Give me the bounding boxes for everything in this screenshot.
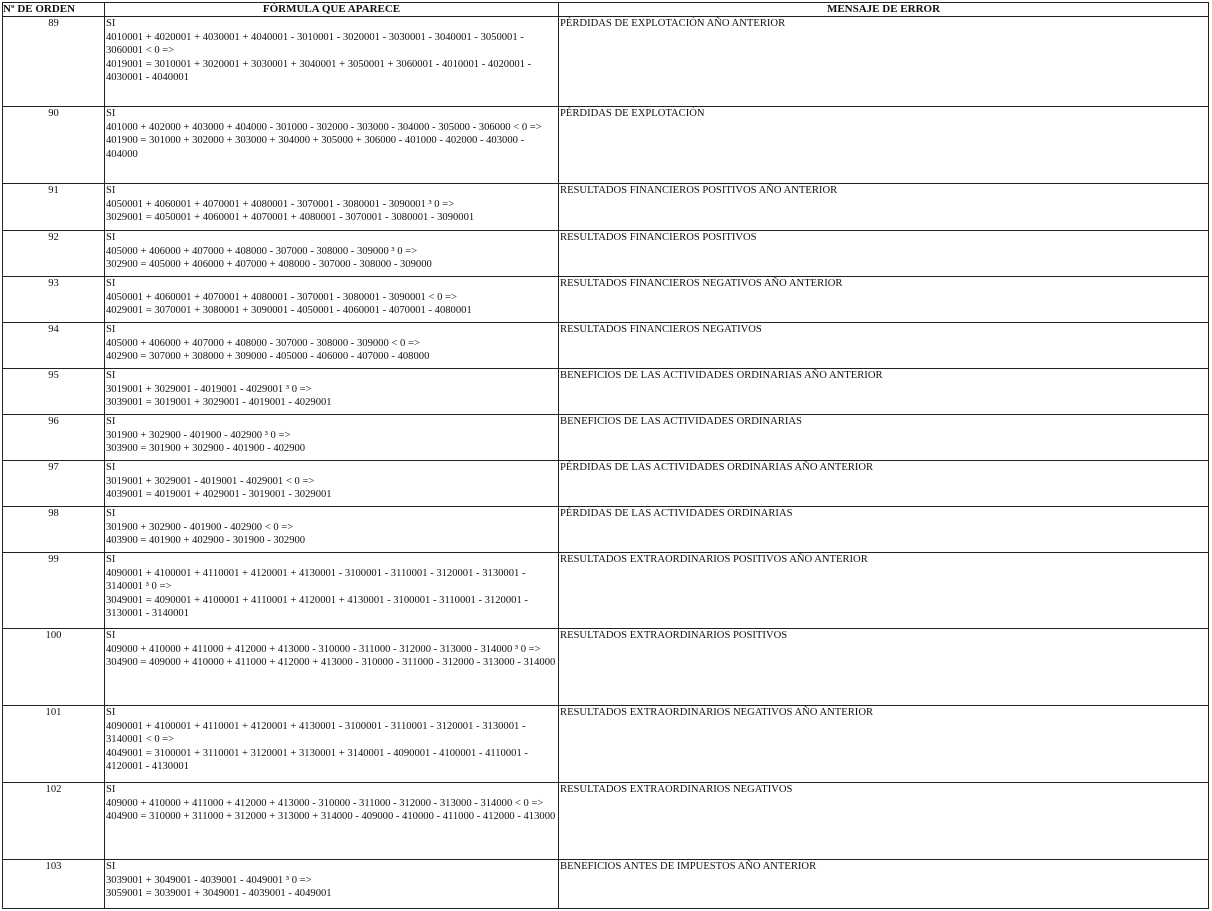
order-number-cell: 90 <box>3 107 105 184</box>
formula-cell <box>105 783 559 860</box>
formula-cell <box>105 184 559 231</box>
table-row <box>3 629 1209 706</box>
table-row <box>3 860 1209 909</box>
condition-keyword: SI <box>106 554 116 565</box>
condition-keyword: SI <box>106 707 116 718</box>
formula-cell <box>105 107 559 184</box>
condition-keyword: SI <box>106 185 116 196</box>
condition-keyword: SI <box>106 416 116 427</box>
condition-keyword: SI <box>106 18 116 29</box>
formula-assignment: 4039001 = 4019001 + 4029001 - 3019001 - 3029001 <box>106 489 332 501</box>
condition-keyword: SI <box>106 232 116 243</box>
formula-cell <box>105 860 559 909</box>
formula-condition: 3039001 + 3049001 - 4039001 - 4049001 ³ 0 => <box>106 874 312 886</box>
table-row <box>3 184 1209 231</box>
error-message-cell: RESULTADOS FINANCIEROS NEGATIVOS AÑO ANTERIOR <box>559 277 1209 323</box>
header-row <box>3 3 1209 17</box>
formula-condition: 301900 + 302900 - 401900 - 402900 < 0 => <box>106 521 294 533</box>
formula-assignment: 3059001 = 3039001 + 3049001 - 4039001 - 4049001 <box>106 888 332 900</box>
error-message-cell: RESULTADOS FINANCIEROS NEGATIVOS <box>559 323 1209 369</box>
table-body <box>3 17 1209 909</box>
formula-assignment: 4029001 = 3070001 + 3080001 + 3090001 - 4050001 - 4060001 - 4070001 - 4080001 <box>106 305 472 317</box>
formula-condition: 3019001 + 3029001 - 4019001 - 4029001 ³ 0 => <box>106 383 312 395</box>
error-message-cell: RESULTADOS FINANCIEROS POSITIVOS <box>559 231 1209 277</box>
table-row <box>3 107 1209 184</box>
order-number-cell: 94 <box>3 323 105 369</box>
formula-condition: 3019001 + 3029001 - 4019001 - 4029001 < 0 => <box>106 475 315 487</box>
formula-cell <box>105 415 559 461</box>
formula-condition: 4090001 + 4100001 + 4110001 + 4120001 + 4130001 - 3100001 - 3110001 - 3120001 - 3130001 - 3140001 < 0 => <box>106 720 526 746</box>
table-row <box>3 415 1209 461</box>
table-row <box>3 323 1209 369</box>
error-message-cell: RESULTADOS EXTRAORDINARIOS NEGATIVOS AÑO ANTERIOR <box>559 706 1209 783</box>
formula-cell <box>105 507 559 553</box>
formula-assignment: 403900 = 401900 + 402900 - 301900 - 302900 <box>106 535 306 547</box>
error-message-cell: RESULTADOS EXTRAORDINARIOS POSITIVOS <box>559 629 1209 706</box>
order-number-cell: 89 <box>3 17 105 107</box>
formula-condition: 4050001 + 4060001 + 4070001 + 4080001 - 3070001 - 3080001 - 3090001 ³ 0 => <box>106 198 455 210</box>
error-message-cell: PÉRDIDAS DE LAS ACTIVIDADES ORDINARIAS AÑO ANTERIOR <box>559 461 1209 507</box>
header-formula: FÓRMULA QUE APARECE <box>105 3 559 17</box>
order-number-cell: 92 <box>3 231 105 277</box>
formula-cell <box>105 323 559 369</box>
error-message-cell: PÉRDIDAS DE EXPLOTACIÓN AÑO ANTERIOR <box>559 17 1209 107</box>
order-number-cell: 97 <box>3 461 105 507</box>
formula-assignment: 304900 = 409000 + 410000 + 411000 + 412000 + 413000 - 310000 - 311000 - 312000 - 313000 - 314000 <box>106 657 556 669</box>
order-number-cell: 101 <box>3 706 105 783</box>
table-row <box>3 17 1209 107</box>
table-row <box>3 369 1209 415</box>
formula-assignment: 401900 = 301000 + 302000 + 303000 + 304000 + 305000 + 306000 - 401000 - 402000 - 403000 - 404000 <box>106 135 525 160</box>
error-message-cell: RESULTADOS EXTRAORDINARIOS NEGATIVOS <box>559 783 1209 860</box>
table-row <box>3 231 1209 277</box>
formula-assignment: 3029001 = 4050001 + 4060001 + 4070001 + 4080001 - 3070001 - 3080001 - 3090001 <box>106 212 475 224</box>
formula-condition: 4050001 + 4060001 + 4070001 + 4080001 - 3070001 - 3080001 - 3090001 < 0 => <box>106 291 458 303</box>
formula-cell <box>105 706 559 783</box>
table-header <box>3 3 1209 17</box>
error-message-cell: BENEFICIOS DE LAS ACTIVIDADES ORDINARIAS <box>559 415 1209 461</box>
order-number-cell: 99 <box>3 553 105 629</box>
formula-condition: 401000 + 402000 + 403000 + 404000 - 301000 - 302000 - 303000 - 304000 - 305000 - 306000 < 0 => <box>106 121 542 133</box>
formula-cell <box>105 17 559 107</box>
condition-keyword: SI <box>106 324 116 335</box>
table-row <box>3 277 1209 323</box>
condition-keyword: SI <box>106 508 116 519</box>
order-number-cell: 96 <box>3 415 105 461</box>
condition-keyword: SI <box>106 370 116 381</box>
header-error-message: MENSAJE DE ERROR <box>559 3 1209 17</box>
error-message-cell: RESULTADOS FINANCIEROS POSITIVOS AÑO ANTERIOR <box>559 184 1209 231</box>
order-number-cell: 102 <box>3 783 105 860</box>
formula-cell <box>105 369 559 415</box>
formula-cell <box>105 553 559 629</box>
table-row <box>3 507 1209 553</box>
formula-assignment: 3039001 = 3019001 + 3029001 - 4019001 - 4029001 <box>106 397 332 409</box>
error-message-cell: RESULTADOS EXTRAORDINARIOS POSITIVOS AÑO ANTERIOR <box>559 553 1209 629</box>
condition-keyword: SI <box>106 630 116 641</box>
formula-cell <box>105 461 559 507</box>
order-number-cell: 91 <box>3 184 105 231</box>
formula-condition: 405000 + 406000 + 407000 + 408000 - 307000 - 308000 - 309000 ³ 0 => <box>106 245 418 257</box>
formula-condition: 4010001 + 4020001 + 4030001 + 4040001 - 3010001 - 3020001 - 3030001 - 3040001 - 3050001 - 3060001 < 0 => <box>106 31 524 57</box>
error-message-cell: PÉRDIDAS DE LAS ACTIVIDADES ORDINARIAS <box>559 507 1209 553</box>
formula-condition: 409000 + 410000 + 411000 + 412000 + 413000 - 310000 - 311000 - 312000 - 313000 - 314000 < 0 => <box>106 797 544 809</box>
formula-condition: 409000 + 410000 + 411000 + 412000 + 413000 - 310000 - 311000 - 312000 - 313000 - 314000 ³ 0 => <box>106 643 541 655</box>
condition-keyword: SI <box>106 278 116 289</box>
table-row <box>3 706 1209 783</box>
formula-cell <box>105 277 559 323</box>
formula-cell <box>105 231 559 277</box>
formula-assignment: 402900 = 307000 + 308000 + 309000 - 405000 - 406000 - 407000 - 408000 <box>106 351 430 363</box>
condition-keyword: SI <box>106 861 116 872</box>
formula-condition: 405000 + 406000 + 407000 + 408000 - 307000 - 308000 - 309000 < 0 => <box>106 337 420 349</box>
formula-assignment: 4019001 = 3010001 + 3020001 + 3030001 + 3040001 + 3050001 + 3060001 - 4010001 - 4020001 - 4030001 - 4040001 <box>106 58 532 84</box>
order-number-cell: 100 <box>3 629 105 706</box>
table-row <box>3 553 1209 629</box>
formula-assignment: 404900 = 310000 + 311000 + 312000 + 313000 + 314000 - 409000 - 410000 - 411000 - 412000 - 413000 <box>106 811 556 823</box>
order-number-cell: 103 <box>3 860 105 909</box>
validation-rules-table <box>2 2 1209 909</box>
formula-assignment: 3049001 = 4090001 + 4100001 + 4110001 + 4120001 + 4130001 - 3100001 - 3110001 - 3120001 - 3130001 - 3140001 <box>106 594 528 620</box>
formula-assignment: 4049001 = 3100001 + 3110001 + 3120001 + 3130001 + 3140001 - 4090001 - 4100001 - 4110001 - 4120001 - 4130001 <box>106 747 528 773</box>
condition-keyword: SI <box>106 108 116 119</box>
header-order-number: Nº DE ORDEN <box>3 3 105 17</box>
order-number-cell: 93 <box>3 277 105 323</box>
formula-condition: 301900 + 302900 - 401900 - 402900 ³ 0 => <box>106 429 291 441</box>
formula-assignment: 302900 = 405000 + 406000 + 407000 + 408000 - 307000 - 308000 - 309000 <box>106 259 432 271</box>
order-number-cell: 95 <box>3 369 105 415</box>
table-row <box>3 461 1209 507</box>
condition-keyword: SI <box>106 462 116 473</box>
condition-keyword: SI <box>106 784 116 795</box>
order-number-cell: 98 <box>3 507 105 553</box>
error-message-cell: BENEFICIOS DE LAS ACTIVIDADES ORDINARIAS AÑO ANTERIOR <box>559 369 1209 415</box>
formula-condition: 4090001 + 4100001 + 4110001 + 4120001 + 4130001 - 3100001 - 3110001 - 3120001 - 3130001 - 3140001 ³ 0 => <box>106 567 526 593</box>
error-message-cell: PÉRDIDAS DE EXPLOTACIÓN <box>559 107 1209 184</box>
formula-assignment: 303900 = 301900 + 302900 - 401900 - 402900 <box>106 443 306 455</box>
table-row <box>3 783 1209 860</box>
formula-cell <box>105 629 559 706</box>
error-message-cell: BENEFICIOS ANTES DE IMPUESTOS AÑO ANTERIOR <box>559 860 1209 909</box>
